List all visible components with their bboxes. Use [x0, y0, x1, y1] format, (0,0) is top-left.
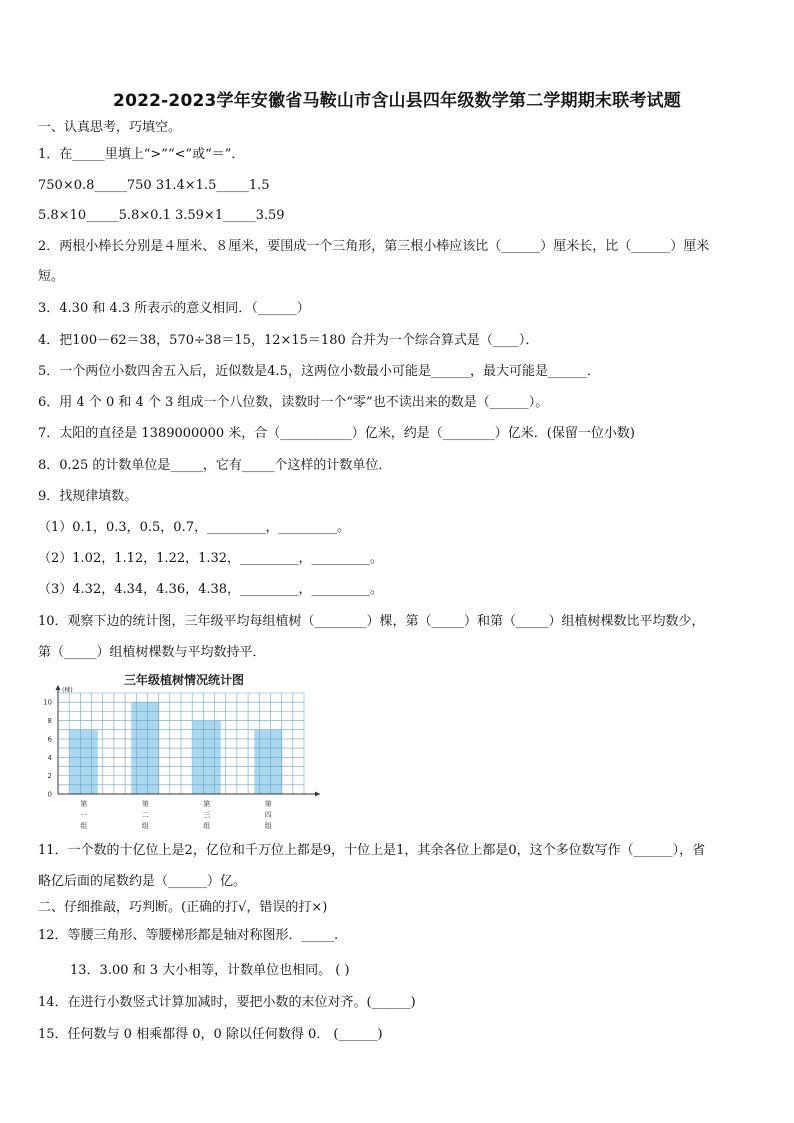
y-tick-label: 10 — [43, 698, 52, 707]
question-11: 11．一个数的十亿位上是2，亿位和千万位上都是9，十位上是1，其余各位上都是0，这个多位数写作（______），省 — [38, 843, 706, 858]
question-9-part-2: （2）1.02，1.12，1.22，1.32，_________，_________。 — [38, 551, 384, 566]
x-tick-label: 一 — [80, 811, 88, 819]
question-1-row-2: 5.8×10_____5.8×0.1 3.59×1_____3.59 — [38, 208, 285, 223]
bar-第一组 — [70, 730, 98, 794]
question-13: 13．3.00 和 3 大小相等，计数单位也相同。 ( ) — [70, 963, 350, 978]
question-2: 2．两根小棒长分别是４厘米、８厘米，要围成一个三角形，第三根小棒应该比（______）厘米长，比（______）厘米 — [38, 239, 710, 254]
bar-第四组 — [254, 730, 282, 794]
question-11-cont: 略亿后面的尾数约是（______）亿。 — [38, 874, 247, 889]
question-7: 7．太阳的直径是 1389000000 米，合（___________）亿米，约是（________）亿米．(保留一位小数) — [38, 426, 635, 441]
question-9-part-1: （1）0.1，0.3，0.5，0.7，_________，_________。 — [38, 520, 350, 535]
question-1-row-1: 750×0.8_____750 31.4×1.5_____1.5 — [38, 178, 270, 193]
question-2-cont: 短。 — [38, 269, 65, 284]
question-10: 10．观察下边的统计图，三年级平均每组植树（________）棵，第（_____）和第（_____）组植树棵数比平均数少， — [38, 614, 705, 629]
x-tick-label: 第 — [80, 800, 88, 808]
x-tick-label: 组 — [264, 822, 272, 830]
x-tick-label: 四 — [264, 811, 272, 819]
question-15: 15．任何数与 0 相乘都得 0，0 除以任何数得 0． (______) — [38, 1027, 383, 1042]
section-two-heading: 二、仔细推敲，巧判断。(正确的打√，错误的打×) — [38, 900, 328, 915]
x-tick-label: 第 — [141, 800, 149, 808]
question-3: 3．4.30 和 4.3 所表示的意义相同．（______） — [38, 301, 310, 316]
chart-title: 三年级植树情况统计图 — [123, 673, 245, 687]
question-6: 6．用 4 个 0 和 4 个 3 组成一个八位数，读数时一个“零”也不读出来的数是（______）。 — [38, 395, 549, 410]
question-5: 5．一个两位小数四舍五入后，近似数是4.5，这两位小数最小可能是______，最大可能是______． — [38, 364, 600, 379]
y-tick-label: 4 — [47, 753, 52, 762]
x-tick-label: 组 — [141, 822, 149, 830]
question-1: 1．在_____里填上“>”“<”或“＝”． — [38, 147, 245, 162]
x-tick-label: 组 — [80, 822, 88, 830]
y-tick-label: 6 — [47, 735, 52, 744]
x-tick-label: 三 — [203, 811, 211, 819]
y-tick-label: 0 — [47, 790, 52, 799]
y-axis-unit: (棵) — [62, 687, 73, 694]
question-10-cont: 第（_____）组植树棵数与平均数持平． — [38, 645, 266, 660]
question-8: 8．0.25 的计数单位是_____，它有_____个这样的计数单位． — [38, 458, 392, 473]
y-tick-label: 2 — [47, 772, 52, 781]
section-one-heading: 一、认真思考，巧填空。 — [38, 120, 182, 135]
x-tick-label: 第 — [203, 800, 211, 808]
page-title: 2022-2023学年安徽省马鞍山市含山县四年级数学第二学期期末联考试题 — [113, 91, 681, 111]
x-tick-label: 二 — [141, 811, 149, 819]
x-tick-label: 第 — [264, 800, 272, 808]
x-axis-arrow — [315, 792, 320, 797]
y-axis-arrow — [56, 685, 61, 690]
y-tick-label: 8 — [47, 717, 52, 726]
question-14: 14．在进行小数竖式计算加减时，要把小数的末位对齐。(______) — [38, 995, 416, 1010]
question-12: 12．等腰三角形、等腰梯形都是轴对称图形．_____. — [38, 928, 339, 943]
tree-planting-bar-chart — [34, 671, 334, 836]
question-9: 9．找规律填数。 — [38, 489, 138, 504]
question-4: 4．把100－62＝38，570÷38＝15，12×15＝180 合并为一个综合算式是（____）． — [38, 333, 539, 348]
question-9-part-3: （3）4.32，4.34，4.36，4.38，_________，_________。 — [38, 582, 384, 597]
x-tick-label: 组 — [203, 822, 211, 830]
